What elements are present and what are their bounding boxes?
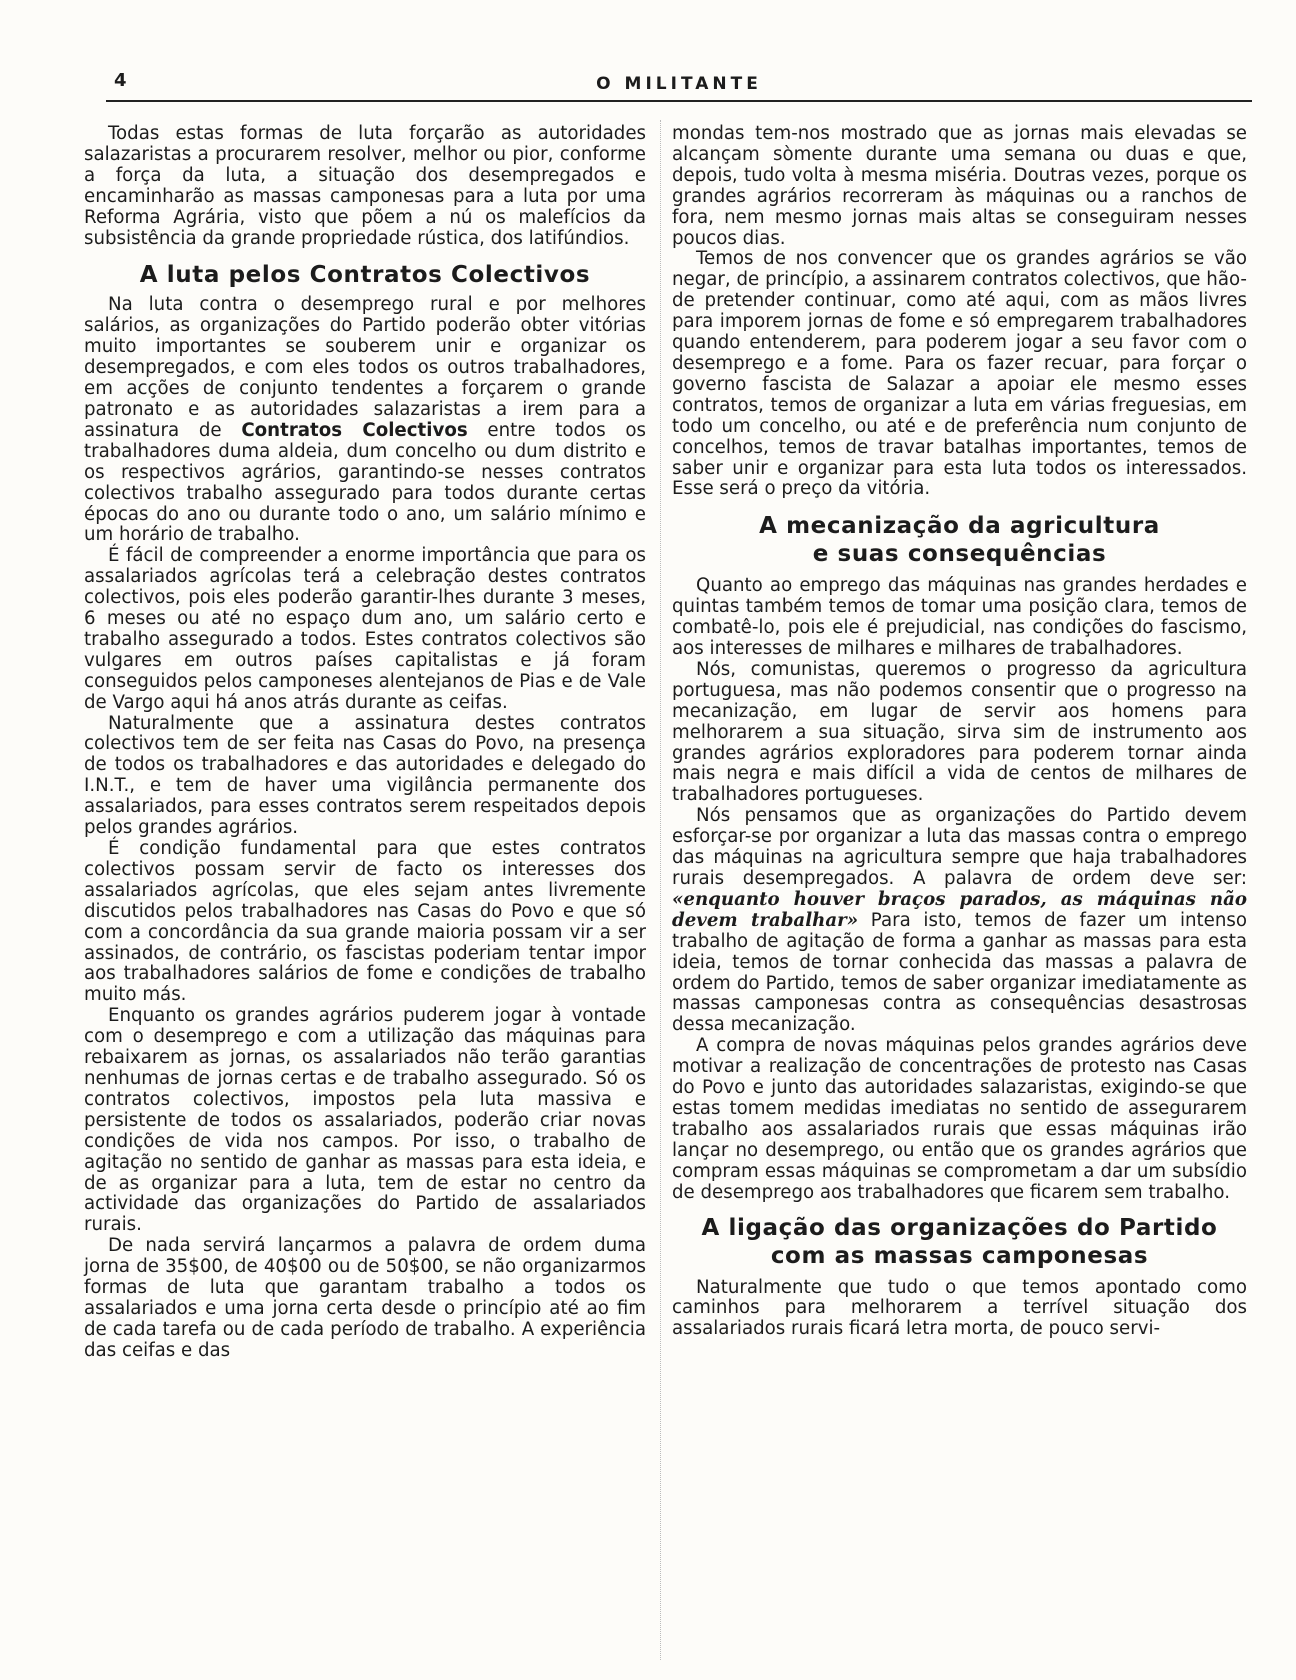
publication-title: O MILITANTE bbox=[596, 74, 762, 94]
column-divider bbox=[660, 120, 661, 1660]
right-column bbox=[672, 124, 1247, 1340]
heading-line: com as massas camponesas bbox=[770, 1242, 1149, 1269]
paragraph: Temos de nos convencer que os grandes agrários se vão negar, de princípio, a assinarem contratos colectivos, que hão-de pretender continuar, como até aqui, com as mãos livres para imporem jornas de fome e só empregarem trabalhadores quando entenderem, para poderem jogar a seu favor com o desemprego e a fome. Para os fazer recuar, para forçar o governo fascista de Salazar a apoiar ele mesmo esses contratos, temos de organizar a luta em várias freguesias, em todo um concelho, ou até e de preferência num conjunto de concelhos, temos de travar batalhas importantes, temos de saber unir e organizar para esta luta todos os interessados. Esse será o preço da vitória. bbox=[672, 248, 1247, 500]
paragraph: Naturalmente que tudo o que temos apontado como caminhos para melhorarem a terrível situação dos assalariados rurais ficará letra morta, de pouco servi- bbox=[672, 1276, 1247, 1340]
paragraph-text: entre todos os trabalhadores duma aldeia, dum concelho ou dum distrito e os respectivos agrários, garantindo-se nesses contratos colectivos trabalho assegurado para todos durante certas épocas do ano ou durante todo o ano, um salário mínimo e um horário de trabalho. bbox=[84, 419, 647, 546]
section-heading bbox=[672, 1214, 1247, 1270]
paragraph: Nós, comunistas, queremos o progresso da agricultura portuguesa, mas não podemos consentir que o progresso na mecanização, em lugar de servir aos homens para melhorarem a sua situação, sirva sim de instrumento aos grandes agrários exploradores para poderem tornar ainda mais negra e mais difícil a vida de centos de milhares de trabalhadores portugueses. bbox=[672, 658, 1247, 806]
heading-line: A mecanização da agricultura bbox=[759, 513, 1160, 540]
paragraph: Quanto ao emprego das máquinas nas grandes herdades e quintas também temos de tomar uma posição clara, temos de combatê-lo, pois ele é prejudicial, nas condições do fascismo, aos interesses de milhares e milhares de trabalhadores. bbox=[672, 575, 1247, 660]
paragraph: Enquanto os grandes agrários puderem jogar à vontade com o desemprego e com a utilização das máquinas para rebaixarem as jornas, os assalariados não terão garantias nenhumas de jornas certas e de trabalho assegurado. Só os contratos colectivos, impostos pela luta massiva e persistente de todos os assalariados, poderão criar novas condições de vida nos campos. Por isso, o trabalho de agitação no sentido de ganhar as massas para esta ideia, e de as organizar para a luta, tem de estar no centro da actividade das organizações do Partido de assalariados rurais. bbox=[84, 1005, 646, 1236]
paragraph: A compra de novas máquinas pelos grandes agrários deve motivar a realização de concentrações de protesto nas Casas do Povo e junto das autoridades salazaristas, exigindo-se que estas tomem medidas imediatas no sentido de assegurarem trabalho aos assalariados rurais que essas máquinas irão lançar no desemprego, ou então que os grandes agrários que compram essas máquinas se comprometam a dar um subsídio de desemprego aos trabalhadores que ficarem sem trabalho. bbox=[672, 1035, 1247, 1203]
paragraph bbox=[672, 806, 1247, 1036]
section-heading bbox=[672, 512, 1247, 568]
page-number: 4 bbox=[114, 70, 127, 91]
paragraph bbox=[84, 295, 646, 546]
slogan-text: «enquanto houver braços parados, as máquinas não devem trabalhar» bbox=[672, 888, 1247, 931]
paragraph-text: Na luta contra o desemprego rural e por melhores salários, as organizações do Partido poderão obter vitórias muito importantes se souberem unir e organizar os desempregados, e com eles todos os outros trabalhadores, em acções de conjunto tendentes a forçarem o grande patronato e as autoridades salazaristas a irem para a assinatura de bbox=[84, 294, 646, 441]
paragraph: Naturalmente que a assinatura destes contratos colectivos tem de ser feita nas Casas do Povo, na presença de todos os trabalhadores e das autoridades e delegado do I.N.T., e tem de haver uma vigilância permanente dos assalariados, para esses contratos serem respeitados depois pelos grandes agrários. bbox=[84, 712, 646, 839]
paragraph: Todas estas formas de luta forçarão as autoridades salazaristas a procurarem resolver, melhor ou pior, conforme a força da luta, a situação dos desempregados e encaminharão as massas camponesas para a luta por uma Reforma Agrária, visto que põem a nú os malefícios da subsistência da grande propriedade rústica, dos latifúndios. bbox=[84, 123, 646, 249]
paragraph: É fácil de compreender a enorme importância que para os assalariados agrícolas terá a celebração destes contratos colectivos, pois eles poderão garantir-lhes durante 3 meses, 6 meses ou até no espaço dum ano, um salário certo e trabalho assegurado a todos. Estes contratos colectivos são vulgares em outros países capitalistas e já foram conseguidos pelos camponeses alentejanos de Pias e de Vale de Vargo aqui há anos atrás durante as ceifas. bbox=[84, 545, 646, 713]
page-header bbox=[106, 70, 1252, 102]
paragraph: De nada servirá lançarmos a palavra de ordem duma jorna de 35$00, de 40$00 ou de 50$00, se não organizarmos formas de luta que garantam trabalho a todos os assalariados e uma jorna certa desde o princípio até ao fim de cada tarefa ou de cada período de trabalho. A experiência das ceifas e das bbox=[84, 1235, 646, 1361]
emphasis-text: Contratos Colectivos bbox=[241, 419, 468, 441]
heading-line: A ligação das organizações do Partido bbox=[701, 1214, 1218, 1241]
section-heading: A luta pelos Contratos Colectivos bbox=[139, 262, 591, 289]
heading-line: e suas consequências bbox=[812, 541, 1107, 568]
paragraph: É condição fundamental para que estes contratos colectivos possam servir de facto os interesses dos assalariados agrícolas, que eles sejam antes livremente discutidos pelos trabalhadores nas Casas do Povo e que só com a concordância da sua grande maioria possam vir a ser assinados, de contrário, os fascistas poderiam tentar impor aos trabalhadores salários de fome e condições de trabalho muito más. bbox=[84, 838, 646, 1006]
paragraph-text: Para isto, temos de fazer um intenso trabalho de agitação de forma a ganhar as massas para esta ideia, temos de tornar conhecida das massas a palavra de ordem do Partido, temos de saber organizar imediatamente as massas camponesas contra as consequências desastrosas dessa mecanização. bbox=[672, 909, 1247, 1036]
paragraph: mondas tem-nos mostrado que as jornas mais elevadas se alcançam sòmente durante uma semana ou duas e que, depois, tudo volta à mesma miséria. Doutras vezes, porque os grandes agrários recorreram às máquinas ou a ranchos de fora, nem mesmo jornas mais altas se conseguiram nesses poucos dias. bbox=[672, 123, 1247, 249]
paragraph-text: Nós pensamos que as organizações do Partido devem esforçar-se por organizar a luta das massas contra o emprego das máquinas na agricultura sempre que haja trabalhadores rurais desempregados. A palavra de ordem deve ser: bbox=[672, 805, 1247, 889]
left-column bbox=[84, 124, 646, 1362]
